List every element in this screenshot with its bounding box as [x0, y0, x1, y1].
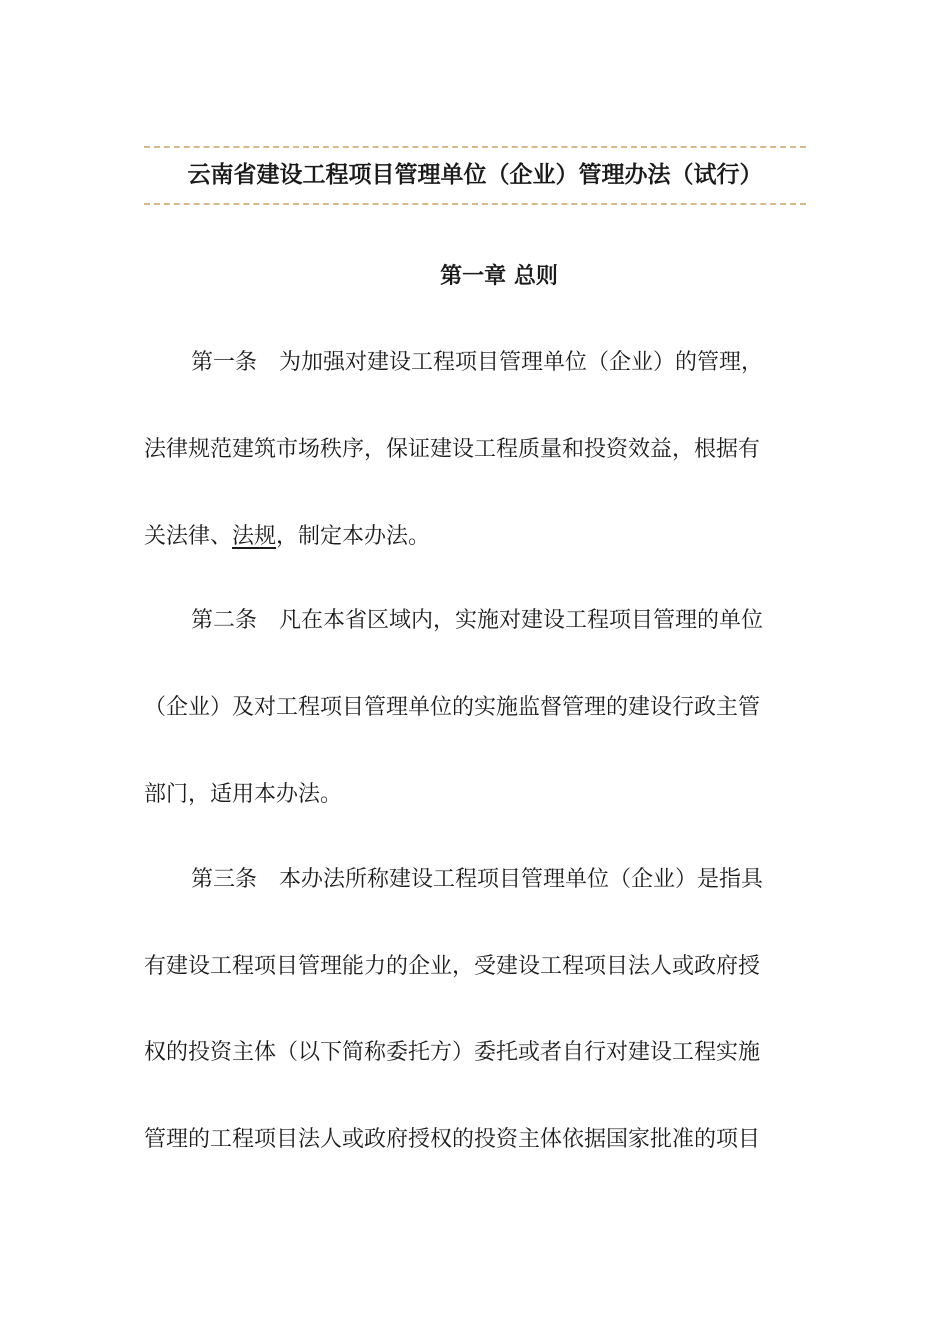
paragraph-line: 第三条 本办法所称建设工程项目管理单位（企业）是指具 [191, 867, 764, 892]
paragraph-line: （企业）及对工程项目管理单位的实施监督管理的建设行政主管 [144, 695, 761, 720]
document-title: 云南省建设工程项目管理单位（企业）管理办法（试行） [187, 162, 763, 188]
paragraph-line: 管理的工程项目法人或政府授权的投资主体依据国家批准的项目 [144, 1127, 761, 1152]
paragraph-text: ，制定本办法。 [276, 524, 431, 549]
chapter-heading: 第一章 总则 [440, 264, 558, 289]
paragraph-line: 有建设工程项目管理能力的企业，受建设工程项目法人或政府授 [144, 954, 761, 979]
paragraph-line: 部门，适用本办法。 [144, 782, 343, 807]
paragraph-line: 权的投资主体（以下简称委托方）委托或者自行对建设工程实施 [144, 1040, 761, 1065]
title-bottom-dashed-rule [144, 203, 806, 205]
paragraph-line [144, 517, 806, 557]
underlined-term: 法规 [232, 524, 277, 549]
paragraph-line: 第一条 为加强对建设工程项目管理单位（企业）的管理， [191, 350, 764, 375]
paragraph-text: 关法律、 [144, 524, 233, 549]
title-top-dashed-rule [144, 146, 806, 148]
paragraph-line: 第二条 凡在本省区域内，实施对建设工程项目管理的单位 [191, 608, 764, 633]
paragraph-line: 法律规范建筑市场秩序，保证建设工程质量和投资效益，根据有 [144, 437, 761, 462]
